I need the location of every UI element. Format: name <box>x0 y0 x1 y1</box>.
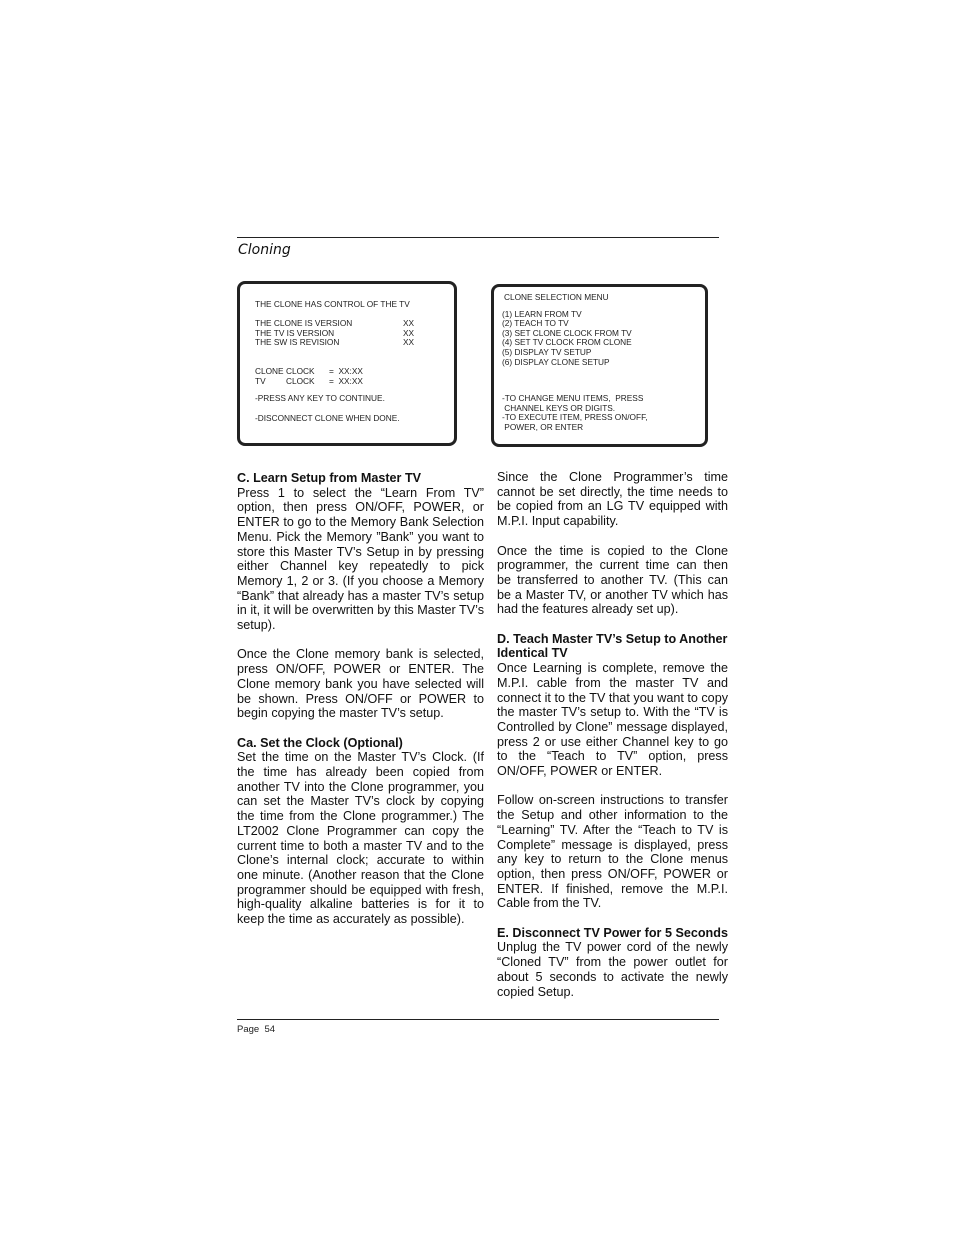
page-label: Page <box>237 1024 260 1035</box>
version-value: XX <box>403 318 415 329</box>
disconnect-text: -DISCONNECT CLONE WHEN DONE. <box>255 412 400 423</box>
clock-value: = XX:XX <box>329 366 363 377</box>
right-column <box>497 470 728 999</box>
menu-note: CHANNEL KEYS OR DIGITS. <box>502 402 616 413</box>
version-label: THE TV IS VERSION <box>255 327 335 338</box>
version-value: XX <box>403 327 415 338</box>
section-d-heading: D. Teach Master TV’s Setup to Another Identical TV <box>497 631 728 661</box>
version-value: XX <box>403 337 415 348</box>
clock-source: CLONE <box>255 366 284 377</box>
clock-label: CLOCK <box>286 375 315 386</box>
paragraph: Set the time on the Master TV’s Clock. (If the time has already been copied from another TV into the Clone programmer, you can set the Master TV’s clock by copying the time from the Clone programmer.) The LT2002 Clone Programmer can copy the current time to both a master TV and to the Clone’s internal clock; accurate to within one minute. (Another reason that the Clone programmer should be equipped with fresh, high-quality alkaline batteries is for it to keep the time as accurately as possible). <box>237 750 484 927</box>
version-row <box>255 338 440 348</box>
menu-item: (4) SET TV CLOCK FROM CLONE <box>502 337 632 348</box>
clock-row <box>255 377 440 387</box>
clock-label: CLOCK <box>286 366 315 377</box>
paragraph: Once Learning is complete, remove the M.P.I. cable from the master TV and connect it to the TV that you want to copy the master TV’s setup to. With the “TV is Controlled by Clone” message displayed, press 2 or use either Channel key to go to the “Teach to TV” option, press ON/OFF, POWER or ENTER. <box>497 661 728 779</box>
menu-note: -TO EXECUTE ITEM, PRESS ON/OFF, <box>502 412 648 423</box>
page-number <box>237 1024 275 1035</box>
menu-note: POWER, OR ENTER <box>502 421 584 432</box>
left-column <box>237 471 484 927</box>
section-title: Cloning <box>238 242 291 258</box>
paragraph: Since the Clone Programmer’s time cannot be set directly, the time needs to be copied from an LG TV equipped with M.P.I. Input capability. <box>497 470 728 529</box>
version-label: THE CLONE IS VERSION <box>255 318 353 329</box>
section-c-heading: C. Learn Setup from Master TV <box>237 471 422 485</box>
paragraph: Unplug the TV power cord of the newly “Cloned TV” from the power outlet for about 5 seconds to activate the newly copied Setup. <box>497 940 728 999</box>
clone-selection-menu-screen <box>491 284 708 447</box>
paragraph: Press 1 to select the “Learn From TV” option, then press ON/OFF, POWER, or ENTER to go to the Memory Bank Selection Menu. Pick the Memory ”Bank” you want to store this Master TV’s Setup in by pressing either Channel key repeatedly to pick Memory 1, 2 or 3. (If you choose a Memory “Bank” that already has a master TV’s setup in it, it will be overwritten by this Master TV’s setup). <box>237 485 484 633</box>
section-e-heading: E. Disconnect TV Power for 5 Seconds <box>497 925 728 940</box>
menu-item: (1) LEARN FROM TV <box>502 308 582 319</box>
menu-title: CLONE SELECTION MENU <box>504 292 609 302</box>
page-number-value: 54 <box>264 1024 276 1035</box>
menu-item: (5) DISPLAY TV SETUP <box>502 346 592 357</box>
paragraph: Once the time is copied to the Clone programmer, the current time can then be transferred to another TV. (This can be a Master TV, or another TV which has had the features already set up). <box>497 543 728 617</box>
menu-item: (6) DISPLAY CLONE SETUP <box>502 356 610 367</box>
section-ca-heading: Ca. Set the Clock (Optional) <box>237 735 403 750</box>
paragraph: Once the Clone memory bank is selected, press ON/OFF, POWER or ENTER. The Clone memory bank you have selected will be shown. Press ON/OFF or POWER to begin copying the master TV’s setup. <box>237 647 484 721</box>
paragraph: Follow on-screen instructions to transfer the Setup and other information to the “Learning” TV. After the “Teach to TV is Complete” message is displayed, press any key to return to the Clone menus option, then press ON/OFF, POWER or ENTER. If finished, remove the M.P.I. Cable from the TV. <box>497 793 728 911</box>
menu-item: (2) TEACH TO TV <box>502 318 569 329</box>
footer-rule <box>237 1019 719 1020</box>
menu-note: -TO CHANGE MENU ITEMS, PRESS <box>502 393 644 404</box>
version-label: THE SW IS REVISION <box>255 337 340 348</box>
screen-line: THE CLONE HAS CONTROL OF THE TV <box>255 299 410 309</box>
press-any-key-text: -PRESS ANY KEY TO CONTINUE. <box>255 393 385 404</box>
clone-status-screen <box>237 281 457 446</box>
menu-item: (3) SET CLONE CLOCK FROM TV <box>502 327 632 338</box>
clock-source: TV <box>255 375 266 386</box>
clock-value: = XX:XX <box>329 375 363 386</box>
header-rule <box>237 237 719 238</box>
